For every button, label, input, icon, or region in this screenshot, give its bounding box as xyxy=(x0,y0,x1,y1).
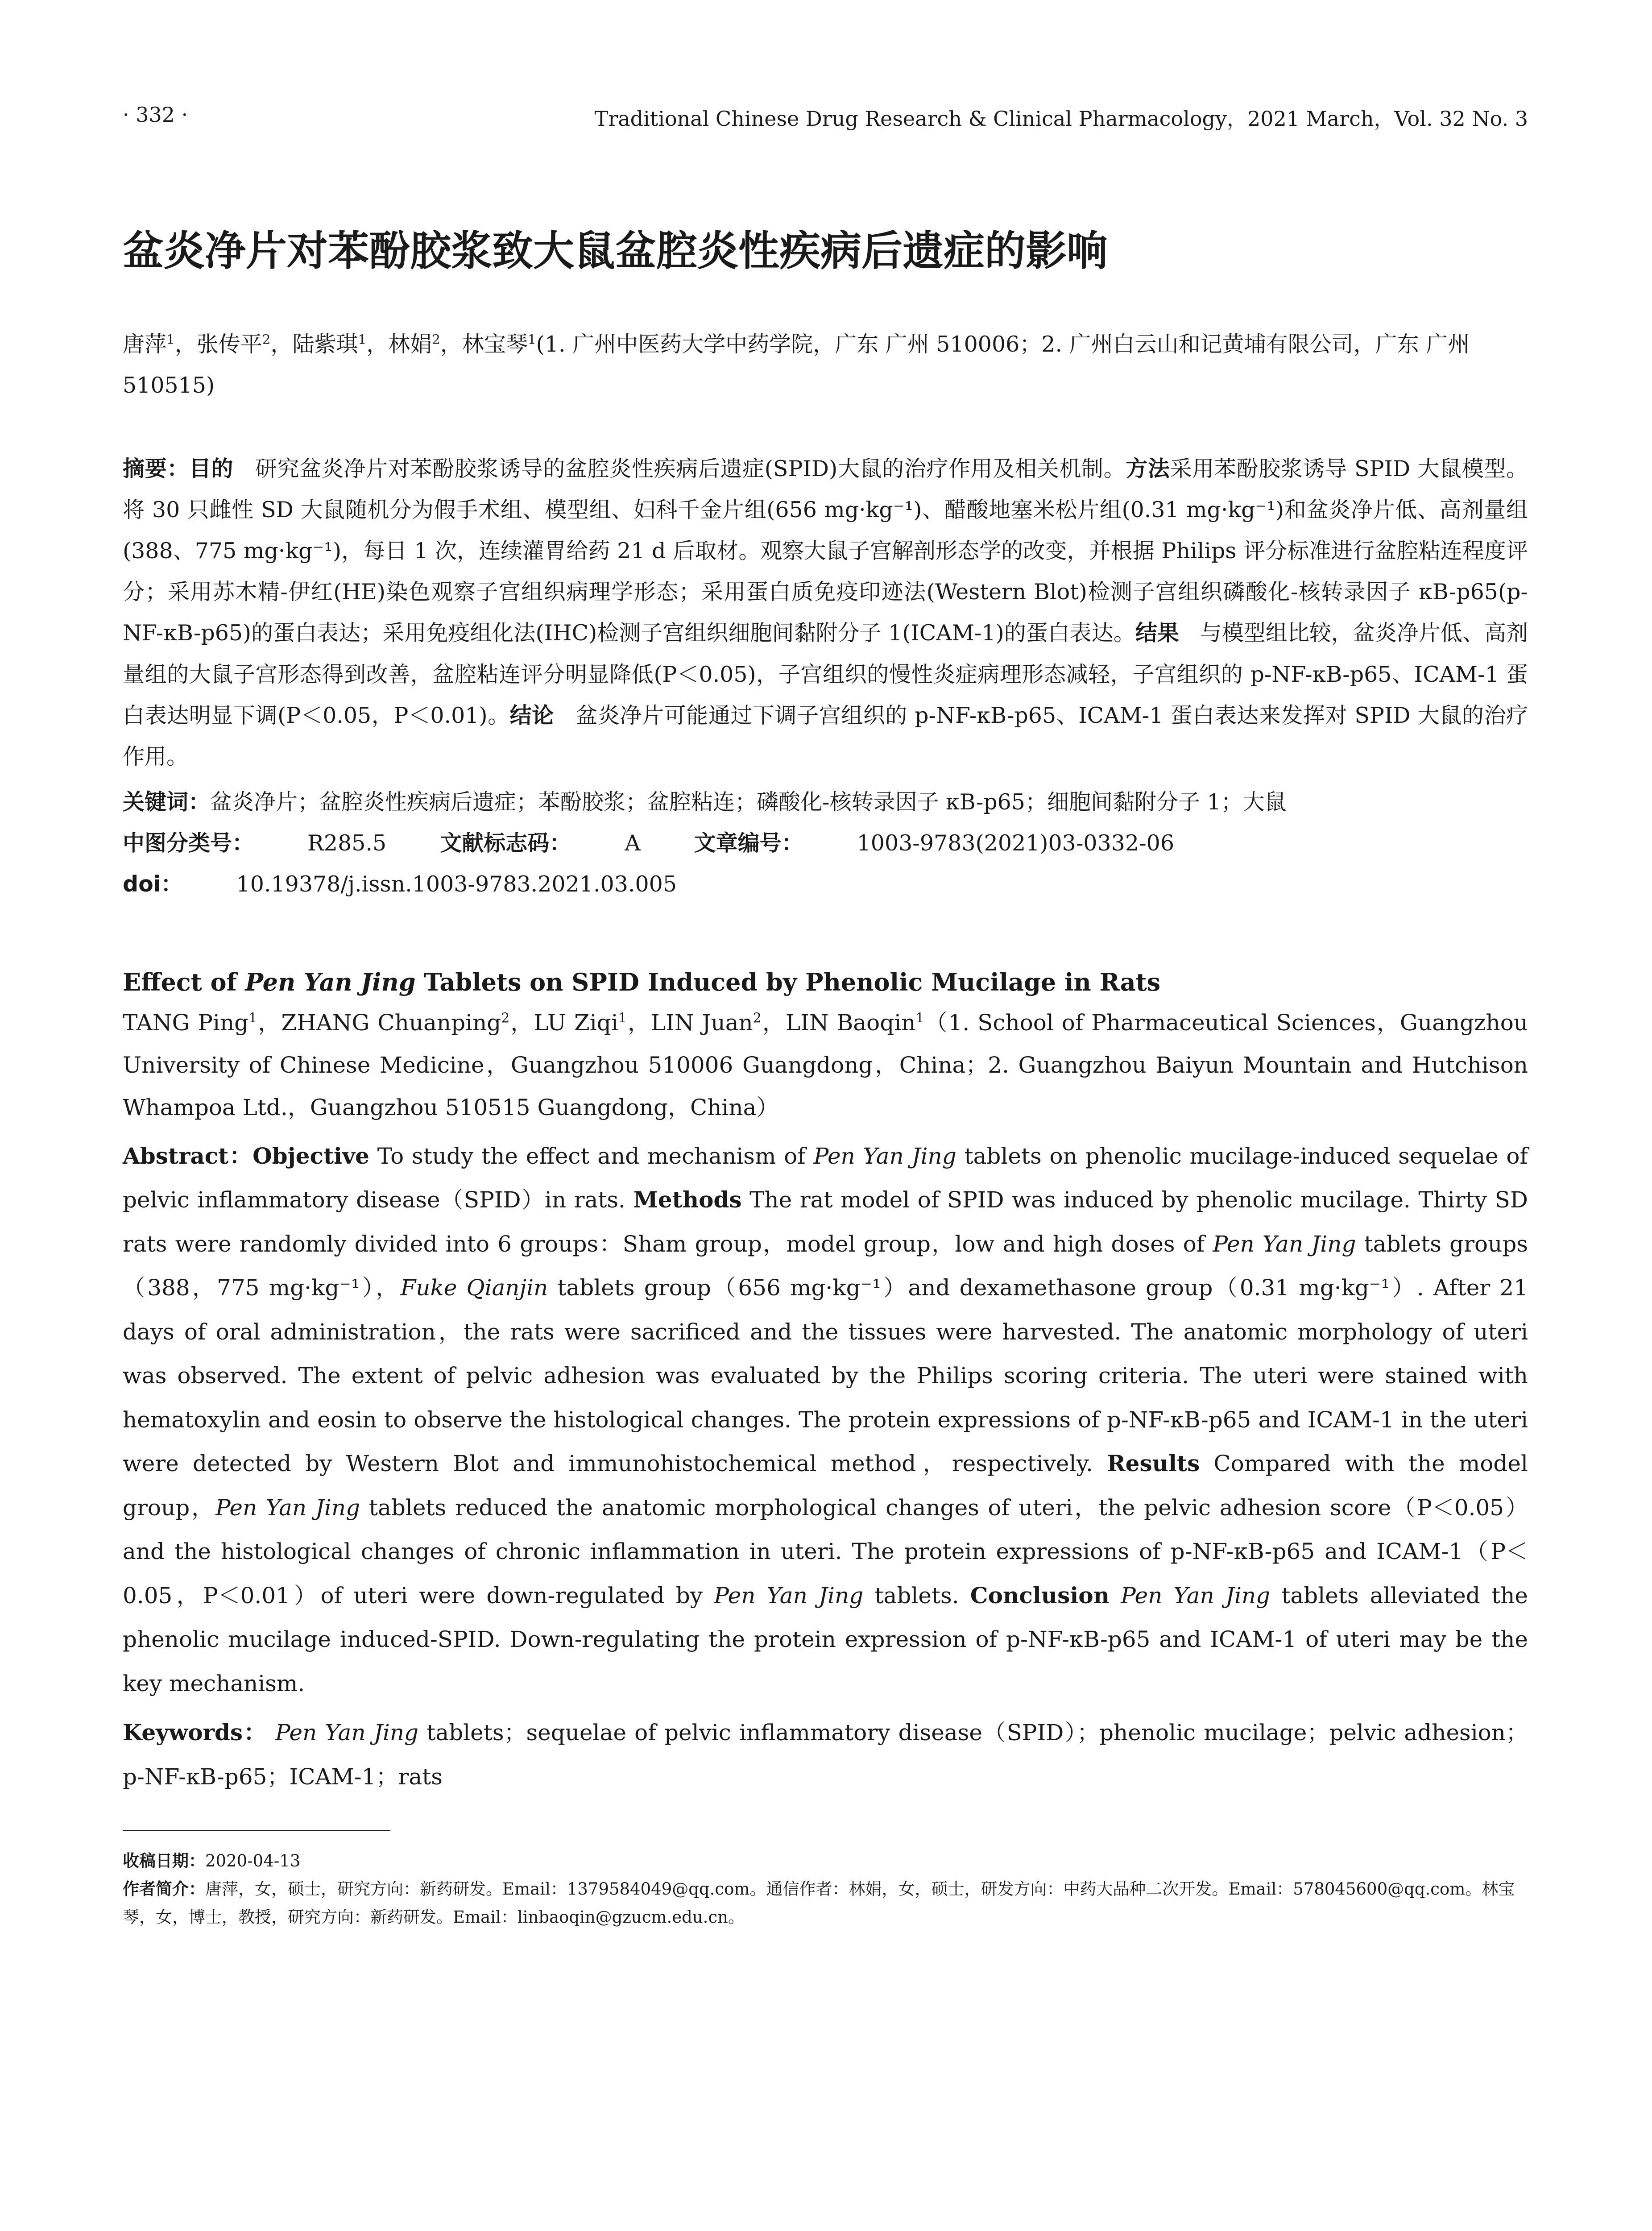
abstract-en-text: tablets on phenolic mucilage-induced sequelae of pelvic inflammatory disease（SPID）in rats. xyxy=(123,1143,1528,1213)
keywords-en xyxy=(123,1711,1528,1799)
article-number-label: 文章编号： xyxy=(694,830,803,856)
received-value: 2020-04-13 xyxy=(205,1851,301,1871)
keywords-label: Keywords： xyxy=(123,1719,267,1746)
footnote-divider xyxy=(123,1830,390,1831)
author-affiliation-mark: 1 xyxy=(166,332,175,347)
abstract-en-text: tablets alleviated the phenolic mucilage induced-SPID. Down-regulating the protein expression of p-NF-κB-p65 and ICAM-1 of uteri may be the key mechanism. xyxy=(123,1582,1528,1696)
doccode-field xyxy=(440,830,640,856)
author-separator: ， xyxy=(270,331,293,357)
bio-label: 作者简介： xyxy=(123,1879,205,1899)
author-name: TANG Ping xyxy=(123,1009,249,1036)
author-separator: ， xyxy=(509,1009,534,1036)
drug-name: Pen Yan Jing xyxy=(813,1143,956,1169)
author-affiliation-mark: 1 xyxy=(358,332,367,347)
author-affiliation-mark: 1 xyxy=(248,1010,257,1026)
doi-line xyxy=(123,864,1528,905)
article-number-value: 1003-9783(2021)03-0332-06 xyxy=(857,830,1175,856)
author-name: ZHANG Chuanping xyxy=(281,1009,501,1036)
author-affiliation-mark: 1 xyxy=(915,1010,924,1026)
author-affiliation-mark: 2 xyxy=(501,1010,510,1026)
running-head xyxy=(123,103,1528,138)
author-bio xyxy=(123,1875,1528,1932)
clc-field xyxy=(123,830,386,856)
abstract-en-text: tablets. xyxy=(863,1582,970,1609)
author-affiliation-mark: 2 xyxy=(432,332,440,347)
received-date xyxy=(123,1847,1528,1875)
article-title-cn: 盆炎净片对苯酚胶浆致大鼠盆腔炎性疾病后遗症的影响 xyxy=(123,227,1108,275)
conclusion-text: 盆炎净片可能通过下调子宫组织的 p-NF-κB-p65、ICAM-1 蛋白表达来发挥对 SPID 大鼠的治疗作用。 xyxy=(123,702,1528,769)
keywords-cn xyxy=(123,782,1528,823)
clc-value: R285.5 xyxy=(307,830,387,856)
abstract-en-text: tablets reduced the anatomic morphological changes of uteri，the pelvic adhesion score（P＜0.05）and the histological changes of chronic inflammation in uteri. The protein expressions of p-NF-κB-p65 and ICAM-1（P＜0.05，P＜0.01）of uteri were down-regulated by xyxy=(123,1494,1528,1609)
footnotes xyxy=(123,1847,1528,1932)
author-name: 林宝琴 xyxy=(462,331,528,357)
abstract-en-text: tablets group（656 mg·kg⁻¹）and dexamethasone group（0.31 mg·kg⁻¹）. After 21 days of oral administration，the rats were sacrificed and the tissues were harvested. The anatomic morphology of uteri was observed. The extent of pelvic adhesion was evaluated by the Philips scoring criteria. The uteri were stained with hematoxylin and eosin to observe the histological changes. The protein expressions of p-NF-κB-p65 and ICAM-1 in the uteri were detected by Western Blot and immunohistochemical method，respectively. xyxy=(123,1275,1528,1477)
author-affiliation-mark: 2 xyxy=(262,332,271,347)
abstract-en-text: The rat model of SPID was induced by phenolic mucilage. Thirty SD rats were randomly divided into 6 groups：Sham group，model group，low and high doses of xyxy=(123,1187,1528,1257)
abstract-en-text: To study the effect and mechanism of xyxy=(369,1143,814,1169)
author-name: LIN Juan xyxy=(650,1009,753,1036)
conclusion-label: Conclusion xyxy=(970,1582,1110,1609)
journal-citation: Traditional Chinese Drug Research & Clinical Pharmacology，2021 March，Vol. 32 No. 3 xyxy=(594,107,1528,131)
results-text: 与模型组比较，盆炎净片低、高剂量组的大鼠子宫形态得到改善，盆腔粘连评分明显降低(P＜0.05)，子宫组织的慢性炎症病理形态减轻，子宫组织的 p-NF-κB-p65、ICAM-1 蛋白表达明显下调(P＜0.05，P＜0.01)。 xyxy=(123,620,1528,728)
results-label: 结果 xyxy=(1135,620,1179,646)
drug-name: Pen Yan Jing xyxy=(1121,1582,1271,1609)
abstract-label: Abstract： xyxy=(123,1142,253,1169)
objective-text: 研究盆炎净片对苯酚胶浆诱导的盆腔炎性疾病后遗症(SPID)大鼠的治疗作用及相关机制。 xyxy=(255,456,1126,482)
doccode-value: A xyxy=(625,830,641,856)
author-name: 唐萍 xyxy=(123,331,167,357)
drug-name: Pen Yan Jing xyxy=(275,1720,419,1746)
clc-label: 中图分类号： xyxy=(123,830,254,856)
title-en-part: Tablets on SPID Induced by Phenolic Mucilage in Rats xyxy=(415,968,1161,997)
author-separator: ， xyxy=(626,1009,651,1036)
drug-name: Pen Yan Jing xyxy=(1213,1231,1356,1257)
abstract-en xyxy=(123,1134,1528,1706)
classification-line xyxy=(123,823,1528,864)
author-affiliation-mark: 1 xyxy=(618,1010,627,1026)
objective-label: 目的 xyxy=(189,456,234,482)
objective-label: Objective xyxy=(253,1142,369,1169)
author-affiliation-mark: 1 xyxy=(527,332,536,347)
article-number-field xyxy=(694,830,1174,856)
affiliation-cn: (1. 广州中医药大学中药学院，广东 广州 510006；2. 广州白云山和记黄埔有限公司，广东 广州 510515) xyxy=(123,331,1470,398)
keywords-text: tablets；sequelae of pelvic inflammatory disease（SPID）；phenolic mucilage；pelvic adhesion；p-NF-κB-p65；ICAM-1；rats xyxy=(123,1720,1528,1790)
doi-value: 10.19378/j.issn.1003-9783.2021.03.005 xyxy=(236,871,677,897)
authors-en xyxy=(123,1002,1528,1129)
author-separator: ， xyxy=(257,1009,282,1036)
author-name: LU Ziqi xyxy=(534,1009,618,1036)
author-separator: ， xyxy=(366,331,389,357)
keywords-label: 关键词： xyxy=(123,789,211,815)
author-name: LIN Baoqin xyxy=(785,1009,916,1036)
doccode-label: 文献标志码： xyxy=(440,830,571,856)
article-page xyxy=(123,103,1528,1932)
author-separator: ， xyxy=(761,1009,786,1036)
results-label: Results xyxy=(1107,1450,1200,1477)
abstract-cn xyxy=(123,448,1528,777)
drug-name: Fuke Qianjin xyxy=(400,1275,548,1301)
received-label: 收稿日期： xyxy=(123,1851,205,1871)
author-name: 林娟 xyxy=(388,331,432,357)
author-name: 张传平 xyxy=(196,331,262,357)
article-title-en xyxy=(123,963,1528,1001)
affiliation-en: （1. School of Pharmaceutical Sciences，Guangzhou University of Chinese Medicine，Guangzhou 510006 Guangdong，China；2. Guangzhou Baiyun Mountain and Hutchison Whampoa Ltd.，Guangzhou 510515 Guangdong，China） xyxy=(123,1009,1528,1120)
abstract-en-text xyxy=(1110,1583,1121,1609)
abstract-en-text: Compared with the model group， xyxy=(123,1451,1528,1521)
authors-cn xyxy=(123,324,1528,406)
bio-text: 唐萍，女，硕士，研究方向：新药研发。Email：1379584049@qq.com。通信作者：林娟，女，硕士，研发方向：中药大品种二次开发。Email：578045600@qq.com。林宝琴，女，博士，教授，研究方向：新药研发。Email：linbaoqin@gzucm.edu.cn。 xyxy=(123,1879,1515,1927)
doi-label: doi： xyxy=(123,871,183,897)
title-en-drug-name: Pen Yan Jing xyxy=(245,968,416,997)
methods-label: 方法 xyxy=(1126,456,1170,482)
keywords-text: 盆炎净片；盆腔炎性疾病后遗症；苯酚胶浆；盆腔粘连；磷酸化-核转录因子 κB-p65；细胞间黏附分子 1；大鼠 xyxy=(210,789,1287,815)
author-separator: ， xyxy=(174,331,197,357)
author-affiliation-mark: 2 xyxy=(753,1010,762,1026)
drug-name: Pen Yan Jing xyxy=(215,1494,360,1521)
abstract-label: 摘要： xyxy=(123,456,189,482)
conclusion-label: 结论 xyxy=(509,702,554,728)
methods-text: 采用苯酚胶浆诱导 SPID 大鼠模型。将 30 只雌性 SD 大鼠随机分为假手术组、模型组、妇科千金片组(656 mg·kg⁻¹)、醋酸地塞米松片组(0.31 mg·kg⁻¹)和盆炎净片低、高剂量组(388、775 mg·kg⁻¹)，每日 1 次，连续灌胃给药 21 d 后取材。观察大鼠子宫解剖形态学的改变，并根据 Philips 评分标准进行盆腔粘连程度评分；采用苏木精-伊红(HE)染色观察子宫组织病理学形态；采用蛋白质免疫印迹法(Western Blot)检测子宫组织磷酸化-核转录因子 κB-p65(p-NF-κB-p65)的蛋白表达；采用免疫组化法(IHC)检测子宫组织细胞间黏附分子 1(ICAM-1)的蛋白表达。 xyxy=(123,456,1528,646)
page-number: · 332 · xyxy=(123,103,188,127)
author-separator: ， xyxy=(440,331,462,357)
author-name: 陆紫琪 xyxy=(292,331,358,357)
drug-name: Pen Yan Jing xyxy=(714,1582,864,1609)
methods-label: Methods xyxy=(633,1186,742,1213)
title-en-part: Effect of xyxy=(123,968,245,997)
abstract-en-text: tablets groups（388，775 mg·kg⁻¹）， xyxy=(123,1231,1528,1301)
